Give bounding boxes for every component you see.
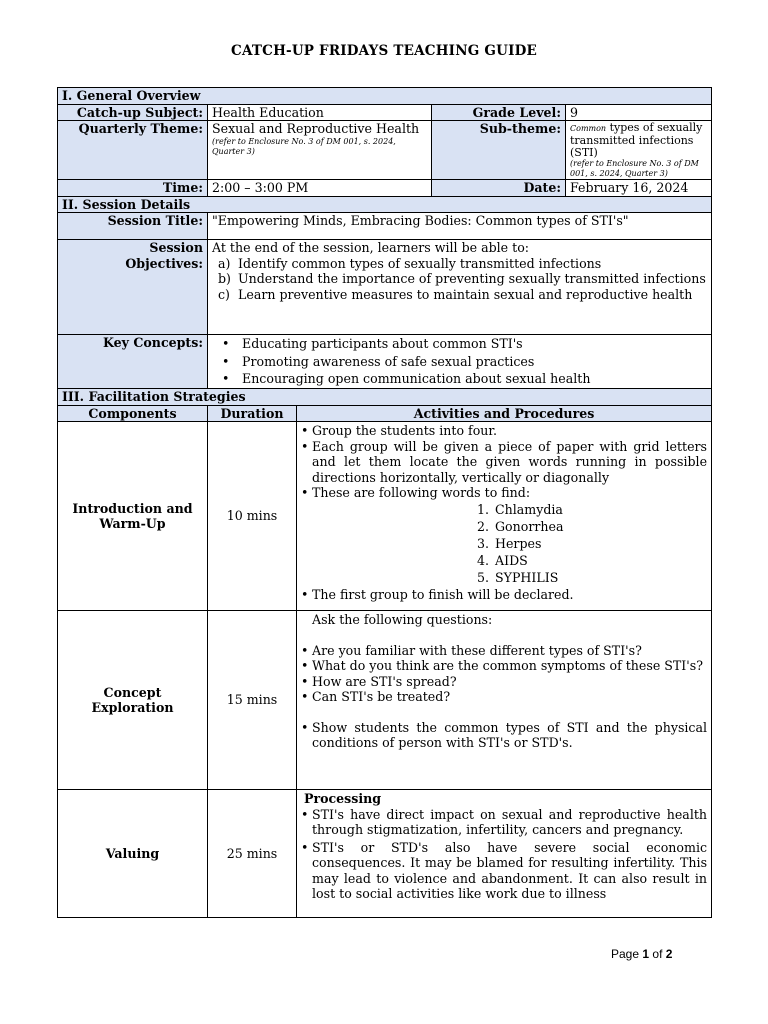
grade-label: Grade Level:	[432, 104, 566, 121]
list-item: • Encouraging open communication about sexual health	[222, 371, 591, 386]
list-item: • Show students the common types of STI and the physical conditions of person with STI's or STD's.	[301, 719, 708, 750]
list-item: • Each group will be given a piece of paper with grid letters and let them locate the given words running in possible directions horizontally, vertically or diagonally	[301, 438, 708, 485]
column-components: Components	[58, 405, 208, 422]
theme-value: Sexual and Reproductive Health	[212, 121, 420, 136]
list-item: • These are following words to find:	[301, 485, 531, 500]
list-item: • The first group to finish will be declared.	[301, 587, 574, 602]
list-item: 5. SYPHILIS	[476, 569, 559, 585]
activities-valuing	[297, 790, 712, 918]
section-facilitation: III. Facilitation Strategies	[58, 389, 712, 406]
document-title: CATCH-UP FRIDAYS TEACHING GUIDE	[231, 43, 537, 59]
list-item: • Are you familiar with these different types of STI's?	[301, 642, 642, 658]
session-title-label: Session Title:	[58, 213, 208, 240]
concept-questions	[301, 643, 707, 705]
section-session-details: II. Session Details	[58, 196, 712, 213]
intro-list	[301, 423, 707, 501]
key-concepts-list	[212, 336, 707, 387]
date-value: February 16, 2024	[566, 180, 712, 197]
list-item: 4. AIDS	[476, 552, 528, 568]
key-concepts-label: Key Concepts:	[58, 335, 208, 389]
duration-valuing: 25 mins	[208, 790, 297, 918]
duration-concept: 15 mins	[208, 611, 297, 790]
list-item: • STI's or STD's also have severe social economic consequences. It may be blamed for resulting infertility. This may lead to violence and abandonment. It can also result in lost to social activities like work due to illness	[301, 839, 708, 901]
processing-heading: Processing	[304, 791, 382, 806]
session-title-value: "Empowering Minds, Embracing Bodies: Common types of STI's"	[208, 213, 712, 240]
activities-concept	[297, 611, 712, 790]
list-item: • What do you think are the common symptoms of these STI's?	[301, 658, 703, 673]
time-label: Time:	[58, 180, 208, 197]
date-label: Date:	[432, 180, 566, 197]
column-duration: Duration	[208, 405, 297, 422]
list-item: • Promoting awareness of safe sexual practices	[222, 353, 535, 369]
duration-intro: 10 mins	[208, 422, 297, 611]
objectives-cell	[208, 240, 712, 335]
valuing-list	[301, 807, 707, 902]
section-general-overview: I. General Overview	[58, 88, 712, 105]
concept-intro: Ask the following questions:	[312, 612, 493, 627]
subject-label: Catch-up Subject:	[58, 104, 208, 121]
list-item: 3. Herpes	[476, 535, 542, 551]
subtheme-common: Common	[570, 124, 607, 133]
component-intro: Introduction and Warm-Up	[58, 422, 208, 611]
subtheme-label: Sub-theme:	[432, 121, 566, 180]
objectives-list	[212, 256, 707, 303]
activities-intro	[297, 422, 712, 611]
subject-value: Health Education	[208, 104, 432, 121]
objectives-intro: At the end of the session, learners will be able to:	[212, 240, 530, 255]
list-item: 2. Gonorrhea	[476, 518, 564, 534]
list-item: • Can STI's be treated?	[301, 689, 451, 704]
list-item: b) Understand the importance of preventing sexually transmitted infections	[218, 271, 706, 286]
component-valuing: Valuing	[58, 790, 208, 918]
subtheme-reference: (refer to Enclosure No. 3 of DM 001, s. 2024, Quarter 3)	[570, 159, 699, 178]
list-item: • Educating participants about common STI's	[222, 336, 523, 351]
list-item: • STI's have direct impact on sexual and reproductive health through stigmatization, infertility, cancers and pregnancy.	[301, 806, 708, 837]
list-item: • Group the students into four.	[301, 423, 498, 438]
component-concept: Concept Exploration	[58, 611, 208, 790]
list-item: 1. Chlamydia	[476, 501, 563, 517]
time-value: 2:00 – 3:00 PM	[208, 180, 432, 197]
column-activities: Activities and Procedures	[297, 405, 712, 422]
list-item: • How are STI's spread?	[301, 673, 457, 689]
page-number: Page 1 of 2	[611, 947, 673, 961]
theme-reference: (refer to Enclosure No. 3 of DM 001, s. 2024, Quarter 3)	[212, 136, 396, 156]
theme-cell	[208, 121, 432, 180]
key-concepts-cell	[208, 335, 712, 389]
list-item: c) Learn preventive measures to maintain sexual and reproductive health	[218, 286, 693, 302]
subtheme-value: types of sexually transmitted infections (STI)	[570, 121, 703, 159]
subtheme-cell	[566, 121, 712, 180]
teaching-guide-table	[57, 87, 712, 918]
grade-value: 9	[566, 104, 712, 121]
list-item: a) Identify common types of sexually transmitted infections	[218, 255, 602, 271]
words-list	[465, 502, 707, 586]
objectives-label: Session Objectives:	[58, 240, 208, 335]
theme-label: Quarterly Theme:	[58, 121, 208, 180]
